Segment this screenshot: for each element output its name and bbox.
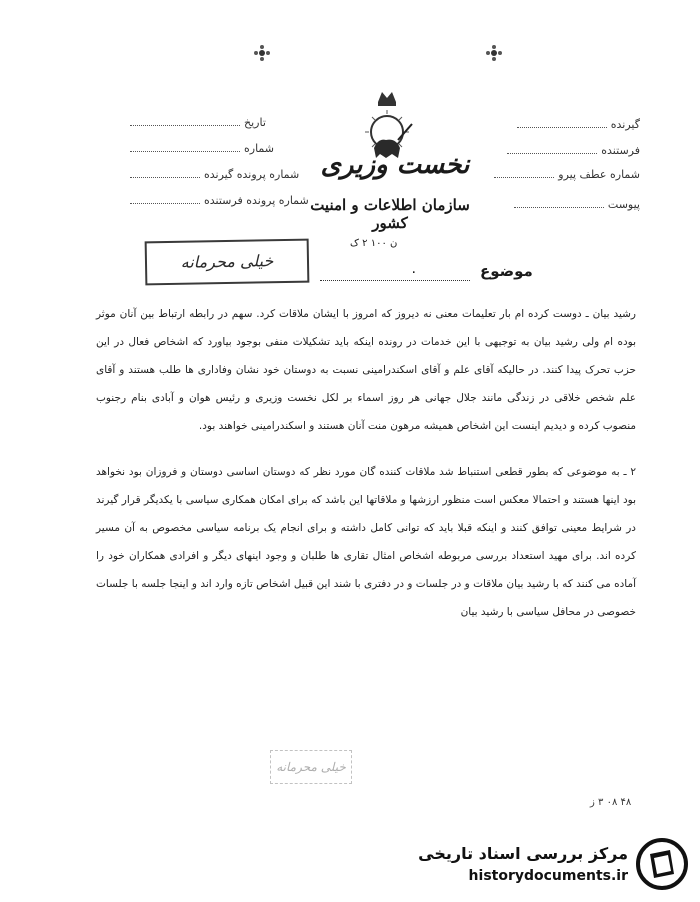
date-field: تاریخ	[130, 116, 266, 129]
attachment-field: پیوست	[490, 198, 640, 211]
recipient-field: گیرنده	[490, 118, 640, 131]
fleuron-ornament-icon	[485, 44, 503, 62]
sender-field: فرستنده	[490, 144, 640, 157]
body-paragraph-1: رشید بیان ـ دوست کرده ام بار تعلیمات معنی نه دیروز که امروز با ایشان ملاقات کرد. سهم در رابطه ارتباط بین آنان موثر بوده ام ولی رشید بیان به توجیهی با این خدمات در رونده اینکه باید تشکیلات منفی بوجود بیاورد که اشخاص فعال در این حزب تحرک پیدا کنند. در حالیکه آقای علم و آقای اسکندرامینی نسبت به دوستان خود نشان وفاداری ها طلب هستند و آقای علم شخص خلاقی در زندگی مانند جلال جهانی هر روز اسماء بر لکل نخست وزیری و رئیس هوان و آبادی بنام رجنوب منصوب کرده و دیدیم اینست این اشخاص همیشه مرهون منت آنان هستند و اسکندرامینی خواهند بود.	[96, 308, 636, 432]
watermark-title: مرکز بررسی اسناد تاریخی	[418, 844, 628, 863]
reference-number-field: شماره عطف پیرو	[490, 168, 640, 181]
ministry-title: نخست وزیری	[320, 150, 470, 180]
classification-stamp: خیلی محرمانه	[145, 239, 310, 286]
reference-code: ن ۱۰۰ ۲ ک	[350, 238, 398, 249]
subject-value: ۰	[410, 264, 418, 280]
archive-logo-icon	[636, 838, 688, 890]
subject-underline	[320, 280, 470, 281]
document-number: ۴۸ ۰۸ ۳ ز	[590, 797, 632, 808]
body-paragraph-2: ۲ ـ به موضوعی که بطور قطعی استنباط شد ملاقات کننده گان مورد نظر که دوستان اساسی دوستان و فروزان بود نخواهد بود اینها هستند و احتمالا معکس است منظور ارزشها و ملاقاتها این باشد که برای امکان همکاری سیاسی با یکدیگر قرار گیرند در شرایط معینی توافق کنند و اینکه قبلا باید که توانی کامل داشته و برای انجام یک برنامه سیاسی مخصوص به آن مسیر کرده اند. برای مهید استعداد بررسی مربوطه اشخاص امثال تقاری ها طلبان و وجود اینهای دیگر و افرادی همکاران خود را آماده می کنند که با رشید بیان ملاقات و در جلسات و در دفتری با شند این قبیل اشخاص تازه وارد اند و اینجا جلسه با جلسات خصوصی در محافل سیاسی با رشید بیان	[96, 466, 636, 618]
document-body	[96, 300, 636, 626]
organization-title: سازمان اطلاعات و امنیت کشور	[310, 196, 470, 232]
subject-label: موضوع	[480, 262, 533, 280]
classification-stamp-faded: خیلی محرمانه	[270, 750, 352, 784]
fleuron-ornament-icon	[253, 44, 271, 62]
number-field: شماره	[130, 142, 274, 155]
receiver-file-number-field: شماره پرونده گیرنده	[130, 168, 299, 181]
watermark-url: historydocuments.ir	[468, 868, 628, 884]
sender-file-number-field: شماره پرونده فرستنده	[130, 194, 309, 207]
